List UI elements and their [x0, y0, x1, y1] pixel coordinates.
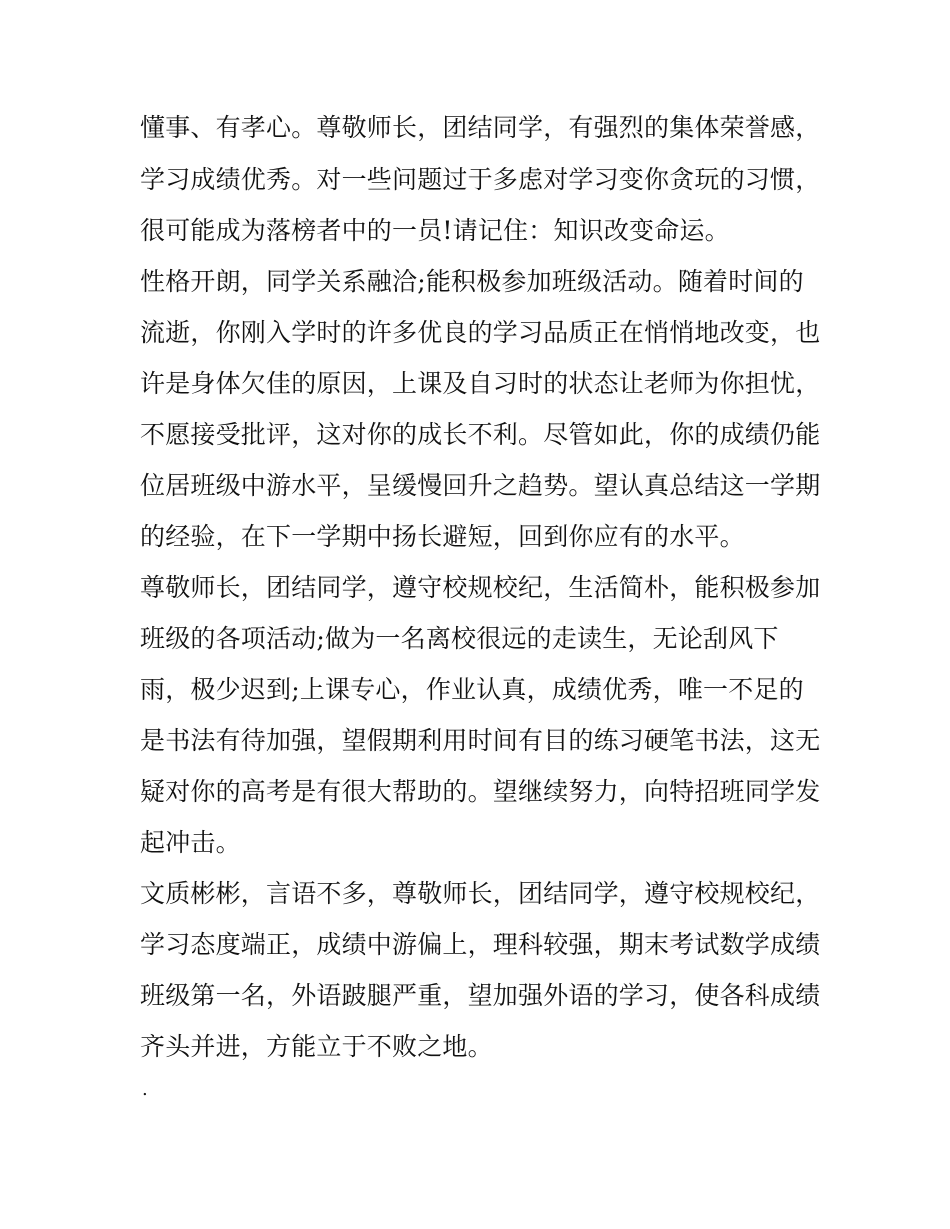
text-line: 班级的各项活动;做为一名离校很远的走读生，无论刮风下 [140, 624, 779, 653]
text-line: 雨，极少迟到;上课专心，作业认真，成绩优秀，唯一不足的 [140, 675, 804, 704]
text-line: 位居班级中游水平，呈缓慢回升之趋势。望认真总结这一学期 [140, 471, 821, 500]
text-line: 流逝，你刚入学时的许多优良的学习品质正在悄悄地改变，也 [140, 318, 821, 347]
trailing-mark: . [142, 1079, 148, 1100]
text-line: 学习成绩优秀。对一些问题过于多虑对学习变你贪玩的习惯， [140, 165, 821, 194]
text-line: 疑对你的高考是有很大帮助的。望继续努力，向特招班同学发 [140, 777, 821, 806]
text-line: 的经验，在下一学期中扬长避短，回到你应有的水平。 [140, 522, 745, 551]
text-line: 文质彬彬，言语不多，尊敬师长，团结同学，遵守校规校纪， [140, 879, 821, 908]
text-line: 齐头并进，方能立于不败之地。 [140, 1032, 493, 1061]
text-line: 是书法有待加强，望假期利用时间有目的练习硬笔书法，这无 [140, 726, 821, 755]
text-line: 懂事、有孝心。尊敬师长，团结同学，有强烈的集体荣誉感， [140, 113, 821, 142]
text-line: 许是身体欠佳的原因，上课及自习时的状态让老师为你担忧， [140, 369, 821, 398]
text-line: 班级第一名，外语跛腿严重，望加强外语的学习，使各科成绩 [140, 981, 821, 1010]
text-line: 学习态度端正，成绩中游偏上，理科较强，期末考试数学成绩 [140, 930, 821, 959]
text-line: 不愿接受批评，这对你的成长不利。尽管如此，你的成绩仍能 [140, 420, 821, 449]
text-line: 起冲击。 [140, 828, 241, 857]
text-line: 很可能成为落榜者中的一员!请记住：知识改变命运。 [140, 216, 730, 245]
text-line: 尊敬师长，团结同学，遵守校规校纪，生活简朴，能积极参加 [140, 573, 821, 602]
text-line: 性格开朗，同学关系融洽;能积极参加班级活动。随着时间的 [140, 267, 804, 296]
